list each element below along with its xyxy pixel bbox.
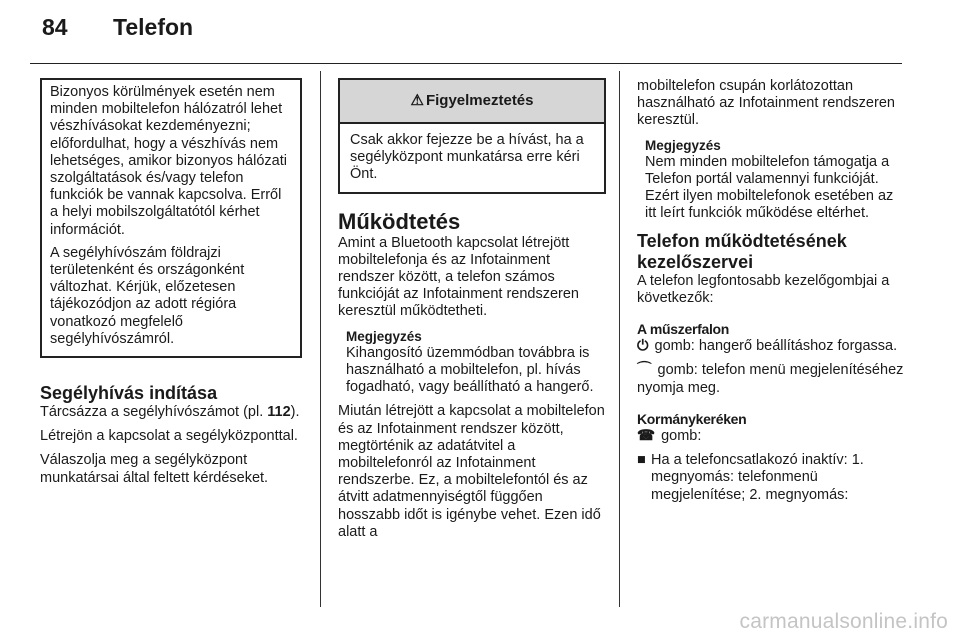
page-title: Telefon <box>113 14 194 40</box>
warning-header <box>340 80 604 124</box>
paragraph <box>637 428 907 445</box>
section-heading-operation: Működtetés <box>338 208 461 234</box>
emergency-number: 112 <box>267 404 291 421</box>
warning-box <box>338 78 606 194</box>
page-number: 84 <box>42 14 68 40</box>
note <box>338 328 606 397</box>
paragraph <box>40 404 302 421</box>
paragraph: mobiltelefon csupán korlátozottan használható az Infotainment rendszeren keresztül. <box>637 78 895 129</box>
paragraph: A telefon legfontosabb kezelőgombjai a következők: <box>637 272 890 306</box>
column-divider <box>320 71 321 607</box>
column-3 <box>637 78 907 504</box>
column-divider <box>619 71 620 607</box>
column-2 <box>338 78 606 548</box>
section-heading-emergency-call: Segélyhívás indítása <box>40 383 218 404</box>
paragraph: Létrejön a kapcsolat a segélyközponttal. <box>40 428 298 445</box>
note-text: Kihangosító üzemmódban továbbra is használható a mobiltelefon, pl. hívás fogadható, vagy beállítható a hangerő. <box>346 344 594 396</box>
bullet-icon: ■ <box>637 452 646 469</box>
column-1 <box>40 78 302 494</box>
note-title: Megjegyzés <box>645 137 721 153</box>
sub-heading-dashboard: A műszerfalon <box>637 321 730 338</box>
note-text: Nem minden mobiltelefon támogatja a Telefon portál valamennyi funkcióját. Ezért ilyen mobiltelefonok esetében az itt leírt funkciók működése eltérhet. <box>645 153 894 222</box>
note-title: Megjegyzés <box>346 328 422 344</box>
sub-heading-steering-wheel: Kormánykeréken <box>637 410 747 427</box>
note <box>637 137 907 223</box>
list-item-text: Ha a telefoncsatlakozó inaktív: 1. megnyomás: telefonmenü megjelenítése; 2. megnyomás: <box>651 452 864 503</box>
text: gomb: <box>661 428 702 445</box>
warning-title: Figyelmeztetés <box>425 92 534 110</box>
paragraph: Válaszolja meg a segélyközpont munkatársai által feltett kérdéseket. <box>40 452 269 486</box>
steering-phone-button-icon: ☎ <box>637 428 656 445</box>
text: gomb: telefon menü megjelenítéséhez nyomja meg. <box>637 362 904 396</box>
paragraph: Amint a Bluetooth kapcsolat létrejött mobiltelefonja és az Infotainment rendszer között, a telefon számos funkcióját az Infotainment rendszeren keresztül működtetheti. <box>338 234 579 320</box>
info-box-paragraph: A segélyhívószám földrajzi területenként és országonként változhat. Kérjük, előzetesen tájékozódjon az adott régióra vonatkozó megfelelő segélyhívószámról. <box>50 244 245 347</box>
section-heading-phone-controls: Telefon működtetésének kezelőszervei <box>637 230 847 272</box>
paragraph <box>637 362 907 396</box>
watermark: carmanualsonline.info <box>739 610 948 633</box>
power-button-icon: ⏻ <box>637 338 649 355</box>
info-box-paragraph: Bizonyos körülmények esetén nem minden mobiltelefon hálózatról lehet vészhívásokat kezdeményezni; előfordulhat, hogy a vészhívás nem lehetséges, amikor bizonyos hálózati szolgáltatások és/vagy telefon funkciók be vannak kapcsolva. Erről a helyi mobilszolgáltatótól kérhet információt. <box>50 84 287 238</box>
info-box <box>40 78 302 358</box>
paragraph <box>637 338 907 355</box>
text: ). <box>290 404 300 421</box>
warning-text: Csak akkor fejezze be a hívást, ha a segélyközpont munkatársa erre kéri Önt. <box>350 132 584 183</box>
list-item <box>637 452 907 504</box>
text: Tárcsázza a segélyhívószámot (pl. <box>40 404 264 421</box>
header-rule <box>30 63 902 64</box>
text: gomb: hangerő beállításhoz forgassa. <box>654 338 898 355</box>
paragraph: Miután létrejött a kapcsolat a mobiltelefon és az Infotainment rendszer között, megtörténik az adatátvitel a mobiltelefonról az Infotainment rendszerbe. Ez, a mobiltelefontól és az átvitt adatmennyiségtől függően hosszabb időt is igénybe vehet. Ezen idő alatt a <box>338 403 605 540</box>
phone-button-icon: ⌒ <box>637 362 652 379</box>
warning-icon: ⚠ <box>410 92 424 110</box>
